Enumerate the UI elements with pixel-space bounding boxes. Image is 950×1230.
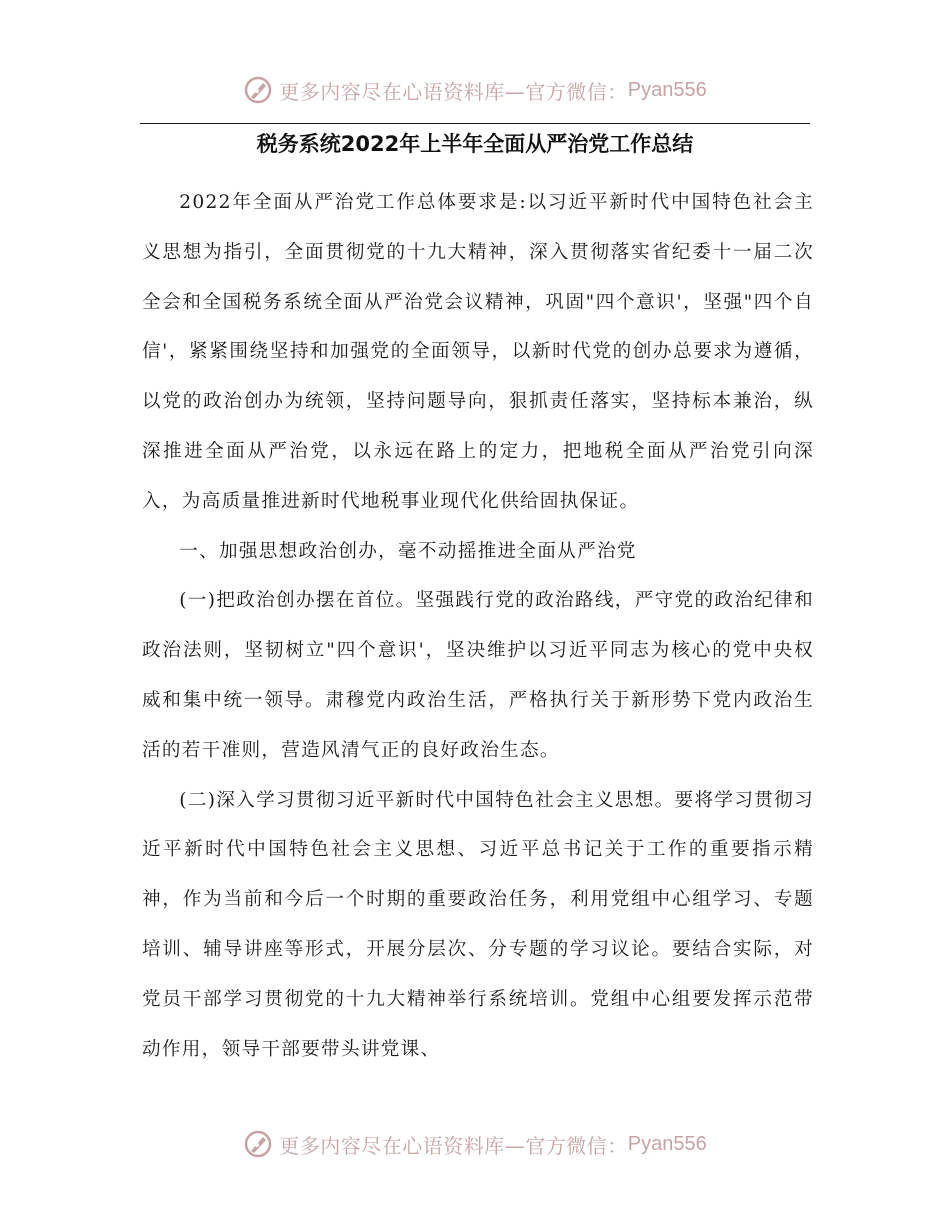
watermark-footer: [0, 1124, 950, 1164]
watermark-wechat-id: Pyan556: [627, 78, 707, 101]
header-rule: [140, 123, 810, 124]
paragraph-item-2: (二)深入学习贯彻习近平新时代中国特色社会主义思想。要将学习贯彻习近平新时代中国特色社会主义思想、习近平总书记关于工作的重要指示精神，作为当前和今后一个时期的重要政治任务，利用党组中心组学习、专题培训、辅导讲座等形式，开展分层次、分专题的学习议论。要结合实际，对党员干部学习贯彻党的十九大精神举行系统培训。党组中心组要发挥示范带动作用，领导干部要带头讲党课、: [142, 789, 814, 1060]
paragraph-item-1: (一)把政治创办摆在首位。坚强践行党的政治路线，严守党的政治纪律和政治法则，坚韧树立"四个意识'，坚决维护以习近平同志为核心的党中央权威和集中统一领导。肃穆党内政治生活，严格执行关于新形势下党内政治生活的若干准则，营造风清气正的良好政治生态。: [142, 590, 814, 761]
document-body: [142, 178, 814, 1074]
watermark-text: 更多内容尽在心语资料库—官方微信：: [279, 1133, 628, 1158]
paragraph-intro: 2022年全面从严治党工作总体要求是:以习近平新时代中国特色社会主义思想为指引，全面贯彻党的十九大精神，深入贯彻落实省纪委十一届二次全会和全国税务系统全面从严治党会议精神，巩固"四个意识'，坚强"四个自信'，紧紧围绕坚持和加强党的全面领导，以新时代党的创办总要求为遵循，以党的政治创办为统领，坚持问题导向，狠抓责任落实，坚持标本兼治，纵深推进全面从严治党，以永远在路上的定力，把地税全面从严治党引向深入，为高质量推进新时代地税事业现代化供给固执保证。: [142, 192, 814, 512]
quill-seal-icon: [243, 75, 273, 105]
document-title: 税务系统2022年上半年全面从严治党工作总结: [256, 132, 694, 156]
quill-seal-icon: [243, 1129, 273, 1159]
section-heading-1: 一、加强思想政治创办，毫不动摇推进全面从严治党: [179, 540, 637, 562]
watermark-header: [0, 70, 950, 110]
watermark-wechat-id: Pyan556: [627, 1132, 707, 1155]
watermark-text: 更多内容尽在心语资料库—官方微信：: [279, 79, 628, 104]
